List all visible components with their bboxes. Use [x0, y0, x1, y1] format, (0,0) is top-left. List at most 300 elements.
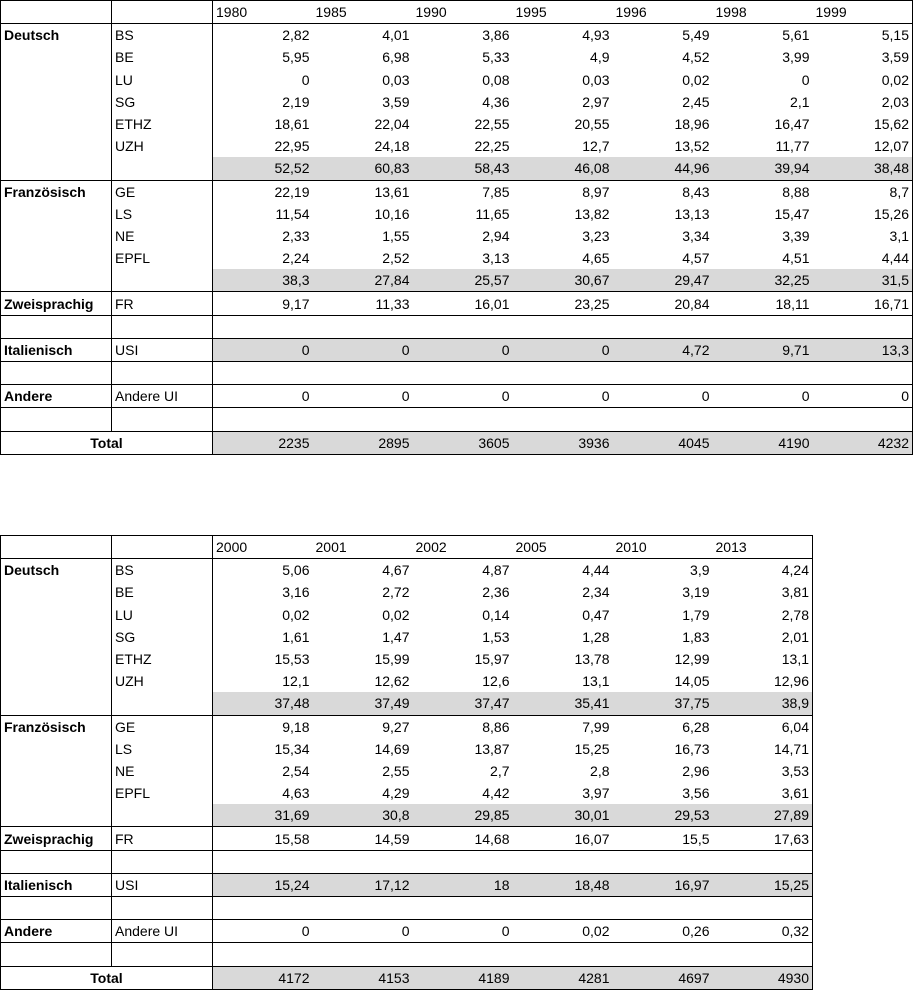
value-cell: 3,39 [782, 227, 810, 244]
table-row [1, 46, 913, 68]
empty-cell [1, 69, 112, 91]
empty-cell [213, 897, 313, 920]
value-cell: 3,16 [213, 581, 313, 603]
value-cell: 14,71 [713, 738, 813, 760]
total-value: 4190 [713, 431, 813, 454]
value-cell: 11,54 [213, 203, 313, 225]
table-row [1, 581, 813, 603]
value-cell: 15,25 [574, 740, 610, 757]
empty-cell [1, 648, 112, 670]
value-cell: 15,58 [213, 827, 313, 850]
value-cell: 16,01 [413, 292, 513, 315]
value-cell: 0 [213, 69, 313, 91]
value-cell: 4,44 [582, 562, 610, 579]
empty-cell [112, 897, 213, 920]
value-cell: 12,6 [482, 673, 510, 690]
empty-cell [513, 897, 613, 920]
empty-cell [1, 782, 112, 804]
value-cell: 3,34 [682, 227, 710, 244]
value-cell: 15,47 [774, 205, 810, 222]
value-cell: 5,15 [813, 24, 913, 47]
table-row [1, 180, 913, 203]
university-code: EPFL [112, 247, 213, 269]
value-cell: 2,72 [382, 584, 410, 601]
total-value: 4153 [313, 966, 413, 989]
header-row [1, 536, 813, 559]
value-cell: 2,96 [682, 762, 710, 779]
value-cell: 20,84 [613, 292, 713, 315]
empty-cell [613, 315, 713, 338]
empty-cell [613, 362, 713, 385]
empty-cell [313, 408, 413, 431]
empty-cell [1, 91, 112, 113]
university-code: Andere UI [112, 920, 213, 943]
empty-cell [213, 408, 313, 431]
value-cell: 9,18 [213, 715, 313, 738]
value-cell: 4,29 [382, 785, 410, 802]
total-value: 2235 [213, 431, 313, 454]
subtotal-value: 38,9 [713, 692, 813, 715]
total-value: 4281 [513, 966, 613, 989]
value-cell: 18,11 [713, 292, 813, 315]
subtotal-value: 30,8 [313, 804, 413, 827]
spacer-row [1, 362, 913, 385]
value-cell: 0,14 [482, 606, 510, 623]
value-cell: 8,97 [582, 183, 610, 200]
university-code: LU [112, 604, 213, 626]
year-header: 1999 [813, 1, 913, 24]
language-label: Französisch [1, 180, 112, 203]
value-cell: 14,68 [413, 827, 513, 850]
value-cell: 3,9 [690, 562, 710, 579]
total-label: Total [1, 966, 213, 989]
subtotal-row [1, 269, 913, 292]
empty-cell [413, 362, 513, 385]
subtotal-row [1, 157, 913, 180]
value-cell: 4,67 [382, 562, 410, 579]
value-cell: 2,94 [482, 227, 510, 244]
value-cell: 2,8 [590, 762, 610, 779]
value-cell: 12,7 [582, 138, 610, 155]
subtotal-value: 29,85 [413, 804, 513, 827]
subtotal-value: 30,01 [513, 804, 613, 827]
university-code: UZH [112, 135, 213, 157]
value-cell: 3,59 [382, 93, 410, 110]
zweisprachig-row [1, 827, 813, 850]
empty-cell [513, 362, 613, 385]
value-cell: 4,44 [813, 247, 913, 269]
empty-cell [1, 670, 112, 692]
value-cell: 0,02 [513, 920, 613, 943]
empty-cell [1, 203, 112, 225]
value-cell: 22,19 [213, 180, 313, 203]
language-label: Zweisprachig [1, 292, 112, 315]
empty-cell [613, 897, 713, 920]
empty-cell [112, 692, 213, 715]
value-cell: 0 [313, 920, 413, 943]
empty-cell [213, 943, 313, 966]
university-code: USI [112, 338, 213, 361]
value-cell: 16,47 [774, 116, 810, 133]
subtotal-row [1, 692, 813, 715]
value-cell: 3,23 [582, 227, 610, 244]
value-cell: 7,99 [582, 718, 610, 735]
subtotal-value: 27,89 [713, 804, 813, 827]
value-cell: 15,26 [813, 203, 913, 225]
empty-cell [813, 408, 913, 431]
value-cell: 23,25 [513, 292, 613, 315]
value-cell: 15,34 [213, 738, 313, 760]
empty-cell [1, 362, 112, 385]
andere-row [1, 385, 913, 408]
value-cell: 2,01 [713, 626, 813, 648]
value-cell: 3,13 [482, 250, 510, 267]
value-cell: 4,65 [582, 250, 610, 267]
value-cell: 4,42 [482, 785, 510, 802]
empty-cell [613, 850, 713, 873]
empty-cell [112, 362, 213, 385]
empty-cell [813, 362, 913, 385]
value-cell: 22,55 [474, 116, 510, 133]
value-cell: 6,28 [682, 718, 710, 735]
value-cell: 14,69 [374, 740, 410, 757]
empty-cell [112, 157, 213, 180]
subtotal-value: 37,47 [413, 692, 513, 715]
value-cell: 1,61 [213, 626, 313, 648]
value-cell: 9,17 [213, 292, 313, 315]
value-cell: 0 [801, 71, 810, 88]
value-cell: 16,73 [674, 740, 710, 757]
university-code: LS [112, 738, 213, 760]
value-cell: 18,96 [674, 116, 710, 133]
subtotal-value: 58,43 [413, 157, 513, 180]
total-row [1, 431, 913, 454]
value-cell: 1,55 [382, 227, 410, 244]
language-label: Französisch [1, 715, 112, 738]
value-cell: 4,51 [782, 250, 810, 267]
empty-cell [513, 315, 613, 338]
value-cell: 15,62 [813, 113, 913, 135]
university-code: SG [112, 91, 213, 113]
empty-cell [713, 362, 813, 385]
value-cell: 1,83 [682, 628, 710, 645]
empty-cell [1, 581, 112, 603]
empty-cell [112, 804, 213, 827]
language-label: Andere [1, 385, 112, 408]
subtotal-value: 37,48 [213, 692, 313, 715]
value-cell: 0,08 [482, 71, 510, 88]
university-code: USI [112, 873, 213, 896]
subtotal-value: 38,3 [213, 269, 313, 292]
value-cell: 11,33 [313, 292, 413, 315]
empty-cell [1, 247, 112, 269]
value-cell: 13,61 [374, 183, 410, 200]
subtotal-value: 44,96 [613, 157, 713, 180]
empty-cell [213, 362, 313, 385]
value-cell: 7,85 [482, 183, 510, 200]
subtotal-value: 25,57 [413, 269, 513, 292]
empty-cell [1, 315, 112, 338]
value-cell: 18 [413, 873, 513, 896]
subtotal-value: 39,94 [713, 157, 813, 180]
year-header: 1980 [213, 1, 313, 24]
subtotal-value: 31,69 [213, 804, 313, 827]
value-cell: 18,48 [513, 873, 613, 896]
empty-cell [513, 408, 613, 431]
value-cell: 14,59 [313, 827, 413, 850]
value-cell: 13,3 [813, 338, 913, 361]
table-row [1, 247, 913, 269]
language-label: Italienisch [1, 338, 112, 361]
value-cell: 15,5 [613, 827, 713, 850]
table-row [1, 760, 813, 782]
total-value: 4232 [813, 431, 913, 454]
empty-cell [1, 626, 112, 648]
value-cell: 5,49 [682, 27, 710, 44]
value-cell: 4,9 [590, 49, 610, 66]
empty-cell [613, 408, 713, 431]
table-row [1, 203, 913, 225]
total-value: 4045 [613, 431, 713, 454]
value-cell: 11,77 [775, 138, 810, 155]
subtotal-value: 32,25 [713, 269, 813, 292]
value-cell: 0 [413, 385, 513, 408]
value-cell: 22,95 [213, 135, 313, 157]
value-cell: 13,78 [574, 651, 610, 668]
corner-cell [112, 536, 213, 559]
university-code: EPFL [112, 782, 213, 804]
value-cell: 18,61 [213, 113, 313, 135]
value-cell: 0,02 [382, 606, 410, 623]
value-cell: 15,25 [713, 873, 813, 896]
empty-cell [213, 850, 313, 873]
table-row [1, 648, 813, 670]
value-cell: 0 [313, 338, 413, 361]
empty-cell [313, 315, 413, 338]
year-header: 2013 [713, 536, 813, 559]
value-cell: 2,34 [582, 584, 610, 601]
value-cell: 8,43 [682, 183, 710, 200]
empty-cell [713, 408, 813, 431]
university-code: LS [112, 203, 213, 225]
value-cell: 15,97 [474, 651, 510, 668]
value-cell: 5,06 [213, 559, 313, 582]
value-cell: 0 [713, 385, 813, 408]
empty-cell [413, 315, 513, 338]
statistics-table-1980-1999 [0, 0, 913, 455]
total-value: 3936 [513, 431, 613, 454]
value-cell: 15,53 [213, 648, 313, 670]
spacer-row [1, 408, 913, 431]
empty-cell [1, 604, 112, 626]
value-cell: 4,52 [682, 49, 710, 66]
value-cell: 12,1 [213, 670, 313, 692]
value-cell: 2,54 [213, 760, 313, 782]
university-code: GE [112, 715, 213, 738]
value-cell: 4,24 [713, 559, 813, 582]
language-label: Zweisprachig [1, 827, 112, 850]
table-row [1, 225, 913, 247]
table-row [1, 604, 813, 626]
subtotal-value: 27,84 [313, 269, 413, 292]
value-cell: 0,02 [813, 69, 913, 91]
value-cell: 17,12 [313, 873, 413, 896]
value-cell: 3,97 [582, 785, 610, 802]
university-code: ETHZ [112, 648, 213, 670]
value-cell: 0,03 [582, 71, 610, 88]
value-cell: 22,25 [474, 138, 510, 155]
empty-cell [1, 135, 112, 157]
empty-cell [313, 897, 413, 920]
university-code: FR [112, 292, 213, 315]
year-header: 2001 [313, 536, 413, 559]
empty-cell [313, 850, 413, 873]
empty-cell [313, 362, 413, 385]
value-cell: 3,99 [782, 49, 810, 66]
spacer-row [1, 943, 813, 966]
subtotal-value: 52,52 [213, 157, 313, 180]
empty-cell [1, 738, 112, 760]
empty-cell [413, 943, 513, 966]
subtotal-value: 29,47 [613, 269, 713, 292]
university-code: BE [112, 46, 213, 68]
subtotal-value: 60,83 [313, 157, 413, 180]
value-cell: 9,27 [382, 718, 410, 735]
empty-cell [413, 850, 513, 873]
value-cell: 0 [613, 385, 713, 408]
value-cell: 0 [213, 338, 313, 361]
table-row [1, 670, 813, 692]
table-row [1, 113, 913, 135]
table-row [1, 559, 813, 582]
empty-cell [112, 850, 213, 873]
empty-cell [1, 943, 112, 966]
subtotal-value: 46,08 [513, 157, 613, 180]
value-cell: 4,93 [582, 27, 610, 44]
language-label: Andere [1, 920, 112, 943]
value-cell: 2,33 [213, 225, 313, 247]
value-cell: 20,55 [574, 116, 610, 133]
empty-cell [1, 157, 112, 180]
empty-cell [1, 760, 112, 782]
value-cell: 2,55 [382, 762, 410, 779]
value-cell: 8,88 [782, 183, 810, 200]
total-value: 4697 [613, 966, 713, 989]
total-value: 4172 [213, 966, 313, 989]
table-row [1, 715, 813, 738]
table-row [1, 24, 913, 47]
value-cell: 3,81 [713, 581, 813, 603]
value-cell: 2,24 [213, 247, 313, 269]
value-cell: 5,95 [213, 46, 313, 68]
value-cell: 2,82 [213, 24, 313, 47]
table-row [1, 91, 913, 113]
empty-cell [1, 692, 112, 715]
value-cell: 12,96 [713, 670, 813, 692]
value-cell: 3,61 [713, 782, 813, 804]
year-header: 1995 [513, 1, 613, 24]
value-cell: 17,63 [713, 827, 813, 850]
value-cell: 16,97 [613, 873, 713, 896]
empty-cell [313, 943, 413, 966]
total-value: 2895 [313, 431, 413, 454]
value-cell: 6,98 [382, 49, 410, 66]
value-cell: 0,26 [613, 920, 713, 943]
subtotal-value: 37,49 [313, 692, 413, 715]
subtotal-value: 35,41 [513, 692, 613, 715]
empty-cell [713, 897, 813, 920]
year-header: 1990 [413, 1, 513, 24]
total-value: 3605 [413, 431, 513, 454]
spacer-row [1, 897, 813, 920]
empty-cell [112, 269, 213, 292]
empty-cell [1, 46, 112, 68]
language-label: Italienisch [1, 873, 112, 896]
value-cell: 0,02 [682, 71, 710, 88]
value-cell: 6,04 [713, 715, 813, 738]
total-value: 4930 [713, 966, 813, 989]
value-cell: 0 [513, 385, 613, 408]
empty-cell [1, 113, 112, 135]
value-cell: 0 [413, 338, 513, 361]
value-cell: 0 [213, 920, 313, 943]
value-cell: 3,56 [682, 785, 710, 802]
value-cell: 3,19 [682, 584, 710, 601]
empty-cell [513, 943, 613, 966]
value-cell: 24,18 [374, 138, 410, 155]
university-code: NE [112, 760, 213, 782]
empty-cell [112, 408, 213, 431]
university-code: FR [112, 827, 213, 850]
value-cell: 0,47 [582, 606, 610, 623]
value-cell: 12,62 [374, 673, 410, 690]
italienisch-row [1, 338, 913, 361]
value-cell: 0,02 [213, 604, 313, 626]
value-cell: 0 [513, 338, 613, 361]
value-cell: 15,99 [374, 651, 410, 668]
header-row [1, 1, 913, 24]
value-cell: 4,36 [482, 93, 510, 110]
language-label: Deutsch [1, 559, 112, 582]
table-row [1, 782, 813, 804]
statistics-table-2000-2013 [0, 535, 813, 990]
value-cell: 14,05 [674, 673, 710, 690]
value-cell: 1,28 [582, 628, 610, 645]
corner-cell [1, 1, 112, 24]
table-row [1, 135, 913, 157]
value-cell: 0 [313, 385, 413, 408]
value-cell: 2,7 [490, 762, 510, 779]
empty-cell [1, 804, 112, 827]
empty-cell [213, 315, 313, 338]
empty-cell [1, 897, 112, 920]
table-row [1, 69, 913, 91]
value-cell: 0,32 [713, 920, 813, 943]
value-cell: 3,1 [813, 225, 913, 247]
total-value: 4189 [413, 966, 513, 989]
value-cell: 16,07 [513, 827, 613, 850]
empty-cell [613, 943, 713, 966]
corner-cell [1, 536, 112, 559]
subtotal-value: 30,67 [513, 269, 613, 292]
empty-cell [713, 850, 813, 873]
university-code: LU [112, 69, 213, 91]
value-cell: 1,53 [482, 628, 510, 645]
empty-cell [413, 408, 513, 431]
year-header: 1996 [613, 1, 713, 24]
value-cell: 4,57 [682, 250, 710, 267]
andere-row [1, 920, 813, 943]
